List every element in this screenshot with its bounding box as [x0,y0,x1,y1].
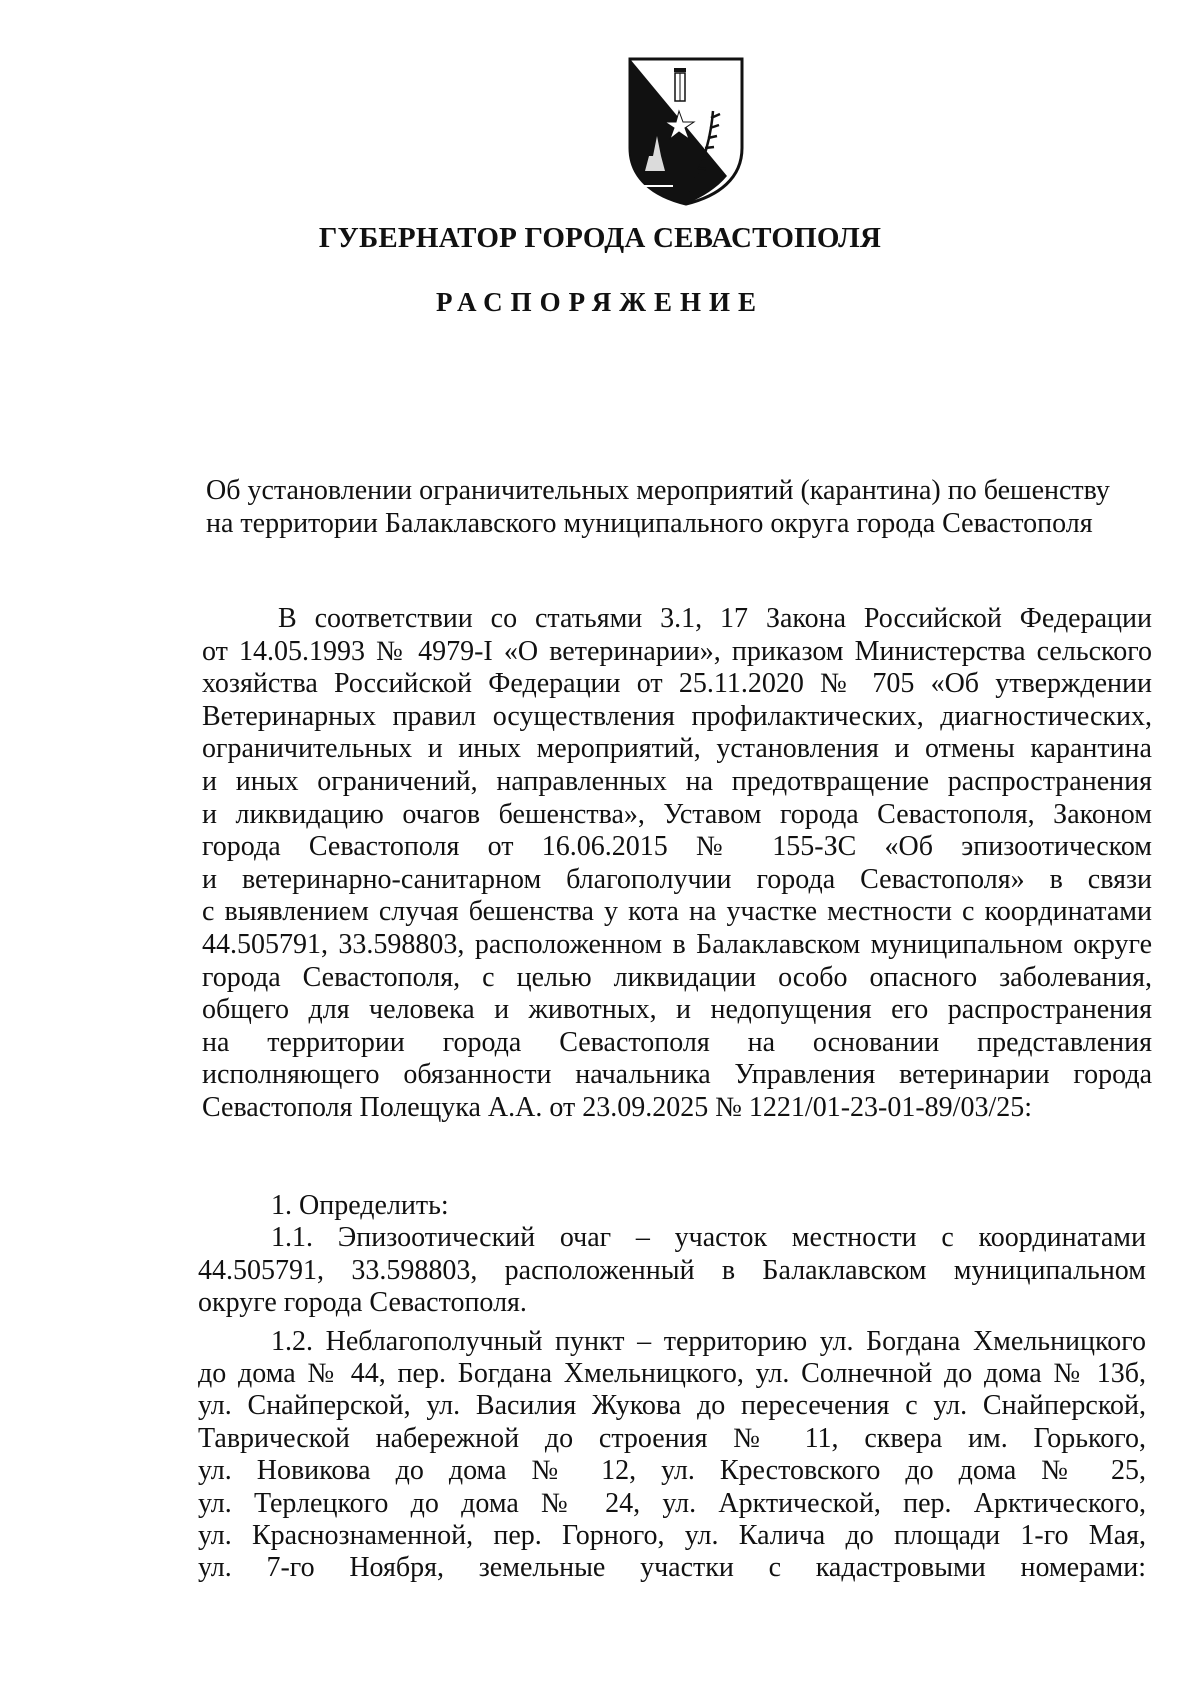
item-1-2-line: 1.2. Неблагополучный пункт – территорию ул. Богдана Хмельницкого [271,1325,1146,1357]
item-1-2-line: ул. Снайперской, ул. Василия Жукова до пересечения с ул. Снайперской, [198,1390,1146,1422]
preamble-line: общего для человека и животных, и недопущения его распространения [202,994,1152,1026]
preamble-line: города Севастополя от 16.06.2015 № 155-ЗС «Об эпизоотическом [202,831,1152,863]
preamble-line: В соответствии со статьями 3.1, 17 Закона Российской Федерации [278,603,1152,634]
preamble-line: 44.505791, 33.598803, расположенном в Балаклавском муниципальном округе [202,928,1152,960]
preamble-line: и иных ограничений, направленных на предотвращение распространения [202,765,1152,797]
order-items [198,1190,1146,1585]
preamble-line: ограничительных и иных мероприятий, установления и отмены карантина [202,733,1152,765]
preamble-line: на территории города Севастополя на основании представления [202,1026,1152,1058]
item-1-heading: 1. Определить: [271,1190,449,1221]
preamble-line: от 14.05.1993 № 4979-I «О ветеринарии», приказом Министерства сельского [202,635,1152,667]
subject-line: Об установлении ограничительных мероприятий (карантина) по бешенству [206,475,1110,506]
item-1-2-line: до дома № 44, пер. Богдана Хмельницкого, ул. Солнечной до дома № 13б, [198,1358,1146,1390]
document-subject [206,474,1151,540]
item-1-2-line: ул. Терлецкого до дома № 24, ул. Арктической, пер. Арктического, [198,1487,1146,1519]
item-1-2-line: ул. Новикова до дома № 12, ул. Крестовского до дома № 25, [198,1455,1146,1487]
preamble-paragraph [202,603,1152,1125]
preamble-line: города Севастополя, с целью ликвидации особо опасного заболевания, [202,961,1152,993]
item-1-2-line: Таврической набережной до строения № 11, сквера им. Горького, [198,1422,1146,1454]
preamble-line: Севастополя Полещука А.А. от 23.09.2025 № 1221/01-23-01-89/03/25: [202,1091,1033,1123]
preamble-line: хозяйства Российской Федерации от 25.11.2020 № 705 «Об утверждении [202,668,1152,700]
preamble-line: и ликвидацию очагов бешенства», Уставом города Севастополя, Законом [202,798,1152,830]
item-1-1-line: 44.505791, 33.598803, расположенный в Балаклавском муниципальном [198,1254,1146,1286]
item-1-2-line: ул. 7-го Ноября, земельные участки с кадастровыми номерами: [198,1552,1146,1584]
item-1-1-line: 1.1. Эпизоотический очаг – участок местности с координатами [271,1222,1146,1254]
preamble-line: с выявлением случая бешенства у кота на участке местности с координатами [202,896,1152,928]
item-1-1-line: округе города Севастополя. [198,1287,527,1319]
preamble-line: и ветеринарно-санитарном благополучии города Севастополя» в связи [202,863,1152,895]
preamble-line: исполняющего обязанности начальника Управления ветеринарии города [202,1059,1152,1091]
subject-line: на территории Балаклавского муниципального округа города Севастополя [206,508,1093,539]
coat-of-arms-emblem [627,56,745,206]
preamble-line: Ветеринарных правил осуществления профилактических, диагностических, [202,700,1152,732]
document-type: РАСПОРЯЖЕНИЕ [435,287,765,317]
item-1-2-line: ул. Краснознаменной, пер. Горного, ул. Калича до площади 1-го Мая, [198,1520,1146,1552]
issuer-title: ГУБЕРНАТОР ГОРОДА СЕВАСТОПОЛЯ [318,222,882,254]
